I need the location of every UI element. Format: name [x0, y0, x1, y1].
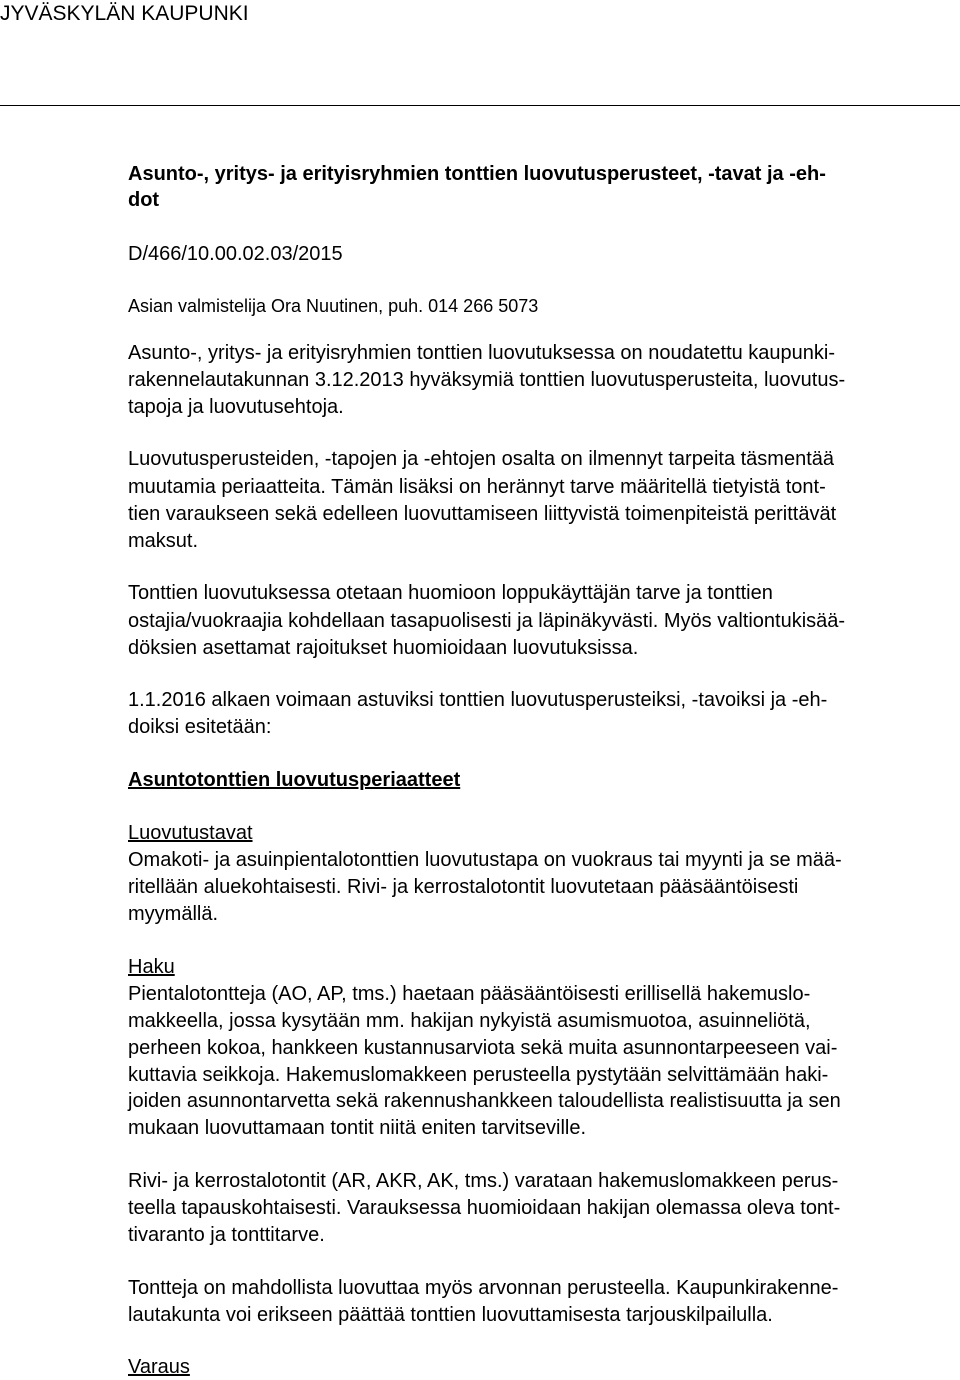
paragraph-line: ostajia/vuokraajia kohdellaan tasapuolisesti ja läpinäkyvästi. Myös valtiontukisää- [128, 610, 846, 632]
document-title-line-2: dot [128, 189, 160, 211]
document-number: D/466/10.00.02.03/2015 [128, 243, 343, 265]
paragraph-line: makkeella, jossa kysytään mm. hakijan nykyistä asumismuotoa, asuinneliötä, [128, 1010, 811, 1032]
paragraph-line: tapoja ja luovutusehtoja. [128, 396, 344, 418]
paragraph-line: tivaranto ja tonttitarve. [128, 1224, 325, 1246]
document-title-line-1: Asunto-, yritys- ja erityisryhmien tonttien luovutusperusteet, -tavat ja -eh- [128, 163, 826, 185]
paragraph-line: lautakunta voi erikseen päättää tonttien luovuttamisesta tarjouskilpailulla. [128, 1304, 773, 1326]
paragraph-line: perheen kokoa, hankkeen kustannusarviota sekä muita asunnontarpeeseen vai- [128, 1037, 838, 1059]
paragraph-line: myymällä. [128, 903, 219, 925]
paragraph-line: tien varaukseen sekä edelleen luovuttamiseen liittyvistä toimenpiteistä perittävät [128, 503, 837, 525]
subheading-haku: Haku [128, 956, 175, 978]
paragraph-line: joiden asunnontarvetta sekä rakennushankkeen taloudellista realistisuutta ja sen [128, 1090, 841, 1112]
paragraph-line: Tontteja on mahdollista luovuttaa myös arvonnan perusteella. Kaupunkirakenne- [128, 1277, 839, 1299]
paragraph-line: 1.1.2016 alkaen voimaan astuviksi tonttien luovutusperusteiksi, -tavoiksi ja -eh- [128, 689, 828, 711]
paragraph-line: Luovutusperusteiden, -tapojen ja -ehtojen osalta on ilmennyt tarpeita täsmentää [128, 448, 835, 470]
paragraph-line: maksut. [128, 530, 199, 552]
subheading-varaus: Varaus [128, 1356, 190, 1378]
header-divider [0, 105, 960, 106]
section-heading: Asuntotonttien luovutusperiaatteet [128, 769, 461, 791]
paragraph-line: Pientalotontteja (AO, AP, tms.) haetaan pääsääntöisesti erillisellä hakemuslo- [128, 983, 811, 1005]
paragraph-line: Tonttien luovutuksessa otetaan huomioon loppukäyttäjän tarve ja tonttien [128, 582, 773, 604]
organization-name: JYVÄSKYLÄN KAUPUNKI [0, 2, 249, 25]
paragraph-line: Rivi- ja kerrostalotontit (AR, AKR, AK, tms.) varataan hakemuslomakkeen perus- [128, 1170, 839, 1192]
paragraph-line: muutamia periaatteita. Tämän lisäksi on herännyt tarve määritellä tietyistä tont- [128, 476, 826, 498]
paragraph-line: rakennelautakunnan 3.12.2013 hyväksymiä tonttien luovutusperusteita, luovutus- [128, 369, 846, 391]
paragraph-line: Asunto-, yritys- ja erityisryhmien tonttien luovutuksessa on noudatettu kaupunki- [128, 342, 836, 364]
paragraph-line: doiksi esitetään: [128, 716, 272, 738]
paragraph-line: Omakoti- ja asuinpientalotonttien luovutustapa on vuokraus tai myynti ja se mää- [128, 849, 842, 871]
paragraph-line: mukaan luovuttamaan tontit niitä eniten tarvitseville. [128, 1117, 587, 1139]
paragraph-line: teella tapauskohtaisesti. Varauksessa huomioidaan hakijan olemassa oleva tont- [128, 1197, 841, 1219]
paragraph-line: ritellään aluekohtaisesti. Rivi- ja kerrostalotontit luovutetaan pääsääntöisesti [128, 876, 799, 898]
subheading-luovutustavat: Luovutustavat [128, 822, 253, 844]
paragraph-line: döksien asettamat rajoitukset huomioidaan luovutuksissa. [128, 637, 639, 659]
preparer-info: Asian valmistelija Ora Nuutinen, puh. 014 266 5073 [128, 296, 539, 316]
paragraph-line: kuttavia seikkoja. Hakemuslomakkeen perusteella pystytään selvittämään haki- [128, 1064, 829, 1086]
